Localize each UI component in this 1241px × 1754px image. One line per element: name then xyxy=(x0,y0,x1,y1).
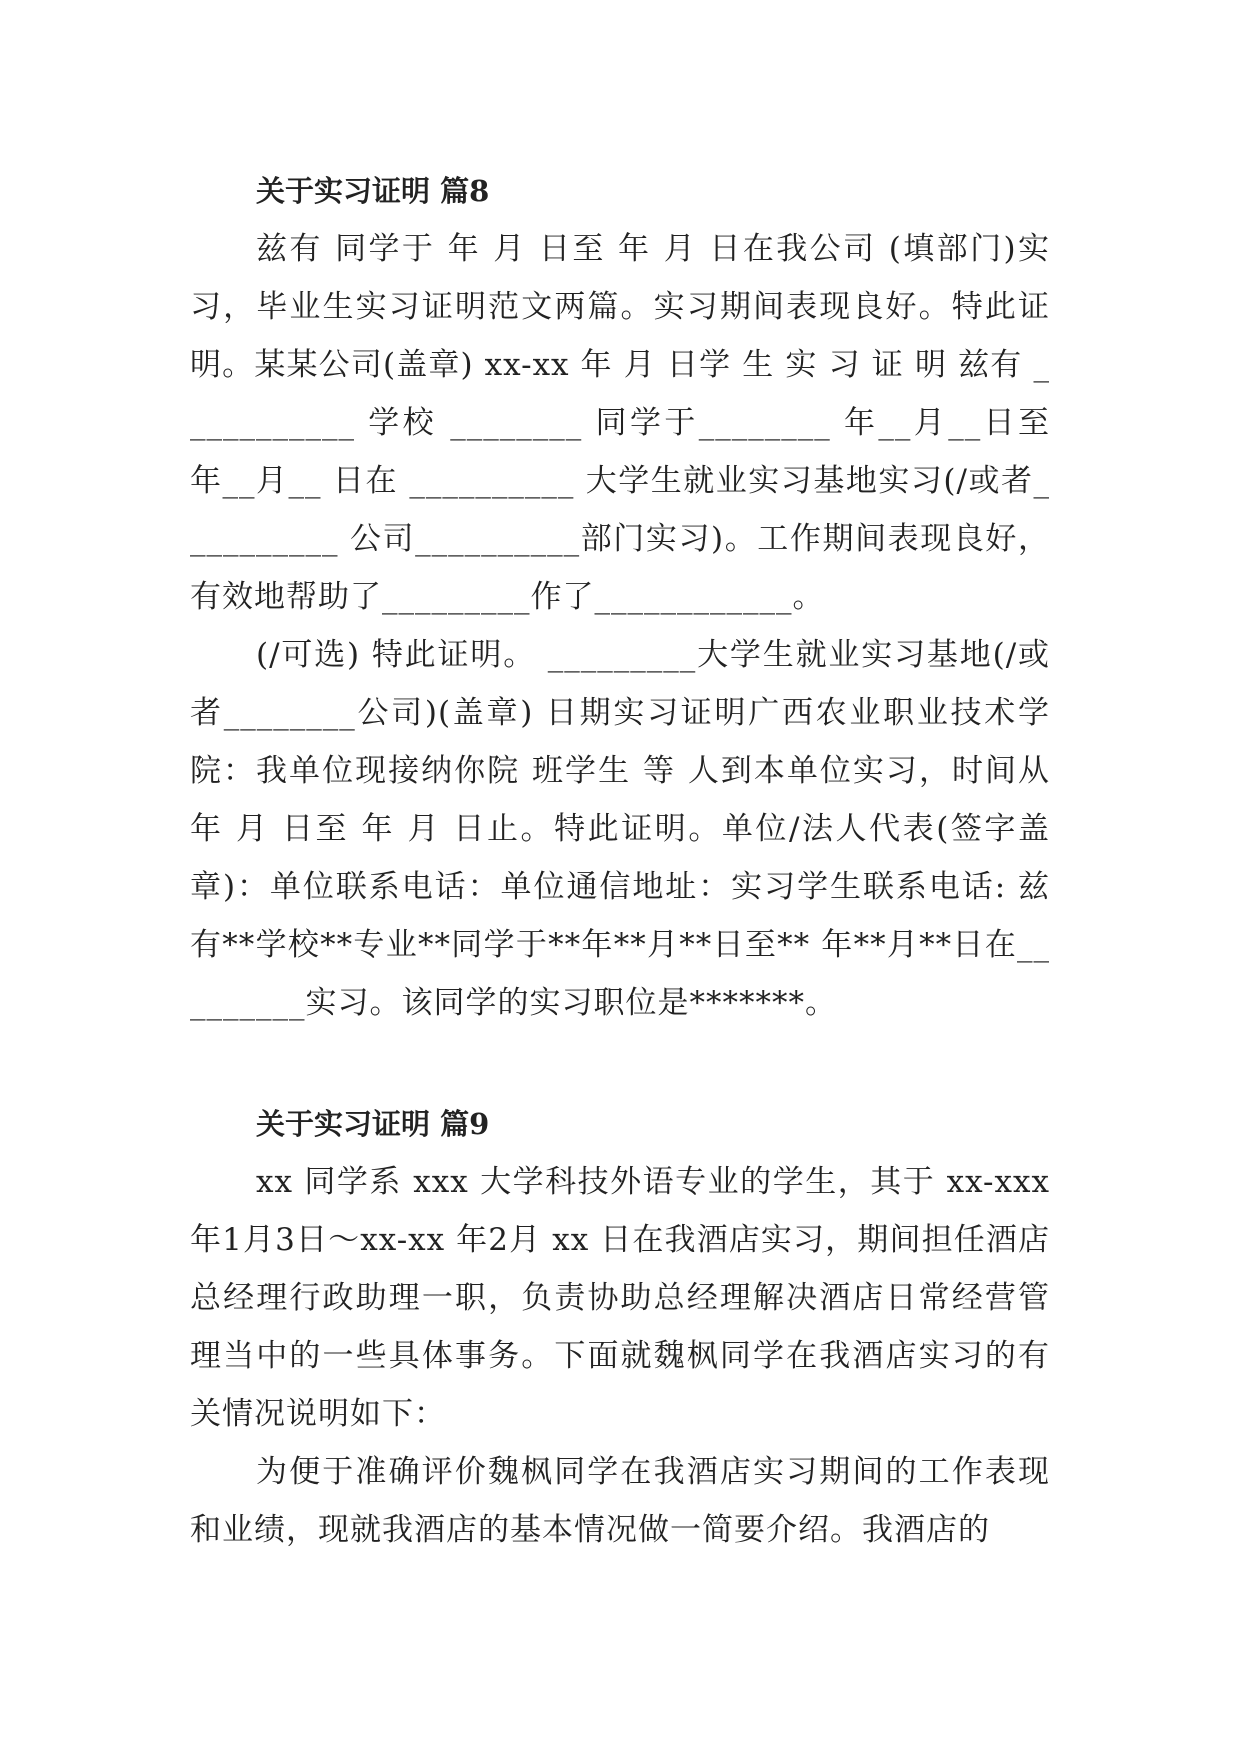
section-8 xyxy=(190,162,1050,1032)
section-heading: 关于实习证明 篇8 xyxy=(256,174,490,208)
section-heading: 关于实习证明 篇9 xyxy=(256,1107,490,1141)
paragraph: 为便于准确评价魏枫同学在我酒店实习期间的工作表现和业绩，现就我酒店的基本情况做一简要介绍。我酒店的 xyxy=(190,1454,1050,1548)
paragraph: (/可选) 特此证明。 _________大学生就业实习基地(/或者________公司)(盖章) 日期实习证明广西农业职业技术学院：我单位现接纳你院 班学生 等 人到本单位实习，时间从 年 月 日至 年 月 日止。特此证明。单位/法人代表(签字盖章)：单位联系电话：单位通信地址：实习学生联系电话: 兹有**学校**专业**同学于**年**月**日至** 年**月**日在_________实习。该同学的实习职位是*******。 xyxy=(190,637,1050,1021)
paragraph: xx 同学系 xxx 大学科技外语专业的学生，其于 xx-xxx 年1月3日～xx-xx 年2月 xx 日在我酒店实习，期间担任酒店总经理行政助理一职，负责协助总经理解决酒店日常经营管理当中的一些具体事务。下面就魏枫同学在我酒店实习的有关情况说明如下： xyxy=(190,1164,1050,1432)
section-9 xyxy=(190,1095,1050,1559)
paragraph: 兹有 同学于 年 月 日至 年 月 日在我公司 (填部门)实习，毕业生实习证明范文两篇。实习期间表现良好。特此证明。某某公司(盖章) xx-xx 年 月 日学 生 实 习 证 明 兹有 ___________ 学校 ________ 同学于________ 年__月__日至 年__月__ 日在 __________ 大学生就业实习基地实习(/或者__________ 公司__________部门实习)。工作期间表现良好，有效地帮助了_________作了____________。 xyxy=(190,231,1050,615)
